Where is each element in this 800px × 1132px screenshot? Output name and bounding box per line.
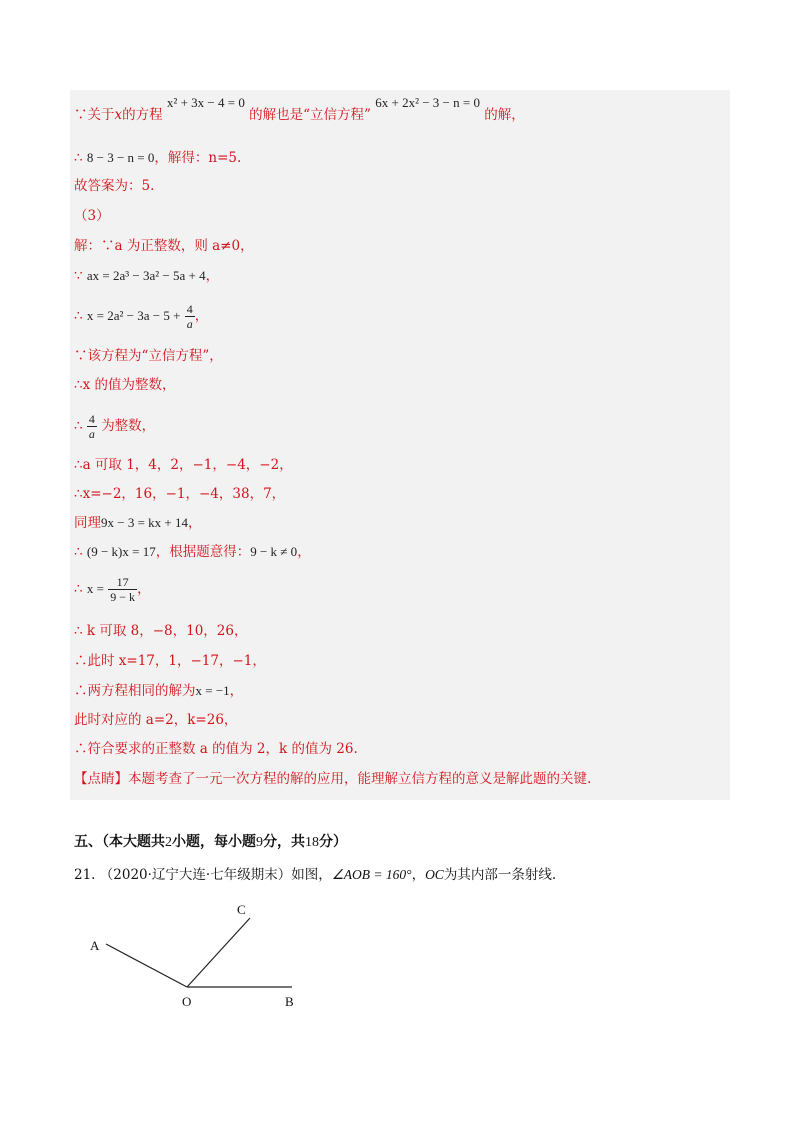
solution-line-12: ∴x=−2，16，−1，−4，38，7，: [74, 486, 286, 502]
angle-figure: [80, 898, 320, 1018]
question-21: 21. （2020·辽宁大连·七年级期末）如图，∠AOB = 160°，OC为其内部一条射线.: [74, 867, 557, 883]
solution-line-6: ∵ ax = 2a³ − 3a² − 5a + 4，: [74, 268, 220, 284]
solution-line-4: （3）: [74, 208, 110, 224]
fraction: $\frac{17}{9 - k}$: [110, 575, 136, 604]
ray-OC: [187, 918, 250, 987]
solution-line-5: 解：∵a 为正整数，则 a≠0，: [74, 238, 254, 254]
ray-OA: [106, 944, 187, 987]
solution-line-2: ∴ 8 − 3 − n = 0，解得：n=5.: [74, 150, 242, 166]
label-A: A: [90, 938, 100, 953]
label-B: B: [285, 994, 294, 1009]
equation: 6x + 2x² − 3 − n = 0: [375, 95, 480, 110]
solution-line-14: ∴ (9 − k)x = 17，根据题意得：9 − k ≠ 0，: [74, 544, 311, 560]
label-C: C: [237, 902, 246, 917]
fraction: $\frac{4}{a}$: [88, 412, 95, 441]
solution-line-19: 此时对应的 a=2，k=26，: [74, 712, 238, 728]
fraction: $\frac{4}{a}$: [186, 302, 193, 331]
solution-line-9: ∴x 的值为整数，: [74, 377, 176, 393]
solution-line-10: ∴ $\frac{4}{a}$ 为整数，: [74, 412, 156, 441]
solution-line-15: ∴ x = $\frac{17}{9 - k}$ ，: [74, 575, 151, 604]
solution-line-17: ∴此时 x=17，1，−17，−1，: [74, 653, 266, 669]
solution-line-20: ∴符合要求的正整数 a 的值为 2，k 的值为 26.: [74, 741, 358, 757]
section-heading: 五、（本大题共2小题，每小题9分，共18分）: [74, 834, 347, 850]
solution-line-11: ∴a 可取 1，4，2，−1，−4，−2，: [74, 457, 293, 473]
solution-line-1: ∵关于x的方程 x² + 3x − 4 = 0 的解也是“立信方程” 6x + 2x² − 3 − n = 0 的解，: [74, 95, 525, 123]
solution-line-18: ∴两方程相同的解为x = −1，: [74, 683, 244, 699]
key-point-note: 【点睛】本题考查了一元一次方程的解的应用，能理解立信方程的意义是解此题的关键.: [74, 771, 592, 787]
label-O: O: [182, 994, 192, 1009]
solution-line-3: 故答案为：5.: [74, 178, 155, 194]
solution-line-7: ∴ x = 2a² − 3a − 5 + $\frac{4}{a}$ ，: [74, 302, 209, 331]
solution-line-8: ∵该方程为“立信方程”，: [74, 348, 223, 364]
equation: x² + 3x − 4 = 0: [166, 95, 245, 110]
solution-line-13: 同理9x − 3 = kx + 14，: [74, 515, 202, 531]
solution-line-16: ∴ k 可取 8，−8，10，26，: [74, 623, 248, 639]
